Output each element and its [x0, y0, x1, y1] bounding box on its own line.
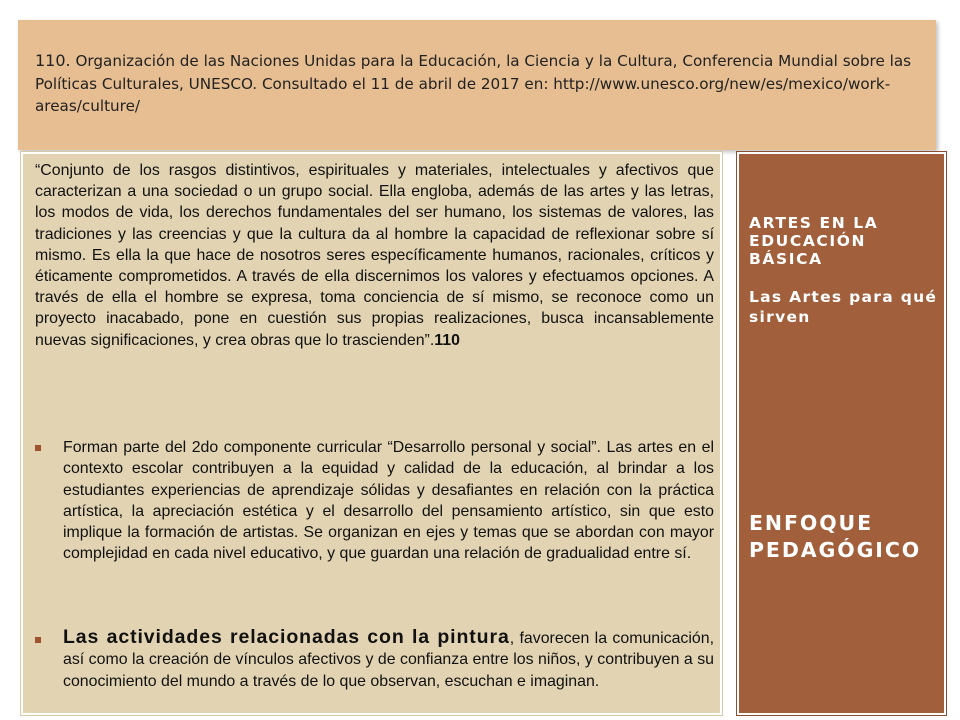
- footnote-box: [18, 20, 936, 150]
- footnote-text: Organización de las Naciones Unidas para la Educación, la Ciencia y la Cultura, Conferencia Mundial sobre las Políticas Culturales, UNESCO. Consultado el 11 de abril de 2017 en: http://www.unesco.org/new/es/mexico/work-areas/culture/: [35, 52, 912, 115]
- sidebar-heading: ENFOQUE PEDAGÓGICO: [749, 511, 922, 562]
- bullet-square-icon: [35, 637, 41, 643]
- footnote-number: 110.: [35, 51, 71, 70]
- bullet-curricular-component: [35, 437, 714, 565]
- bullet-square-icon: [35, 445, 41, 451]
- sidebar-subtitle: Las Artes para qué sirven: [749, 288, 938, 326]
- quote-text: “Conjunto de los rasgos distintivos, espirituales y materiales, intelectuales y afectivos que caracterizan a una sociedad o un grupo social. Ella engloba, además de las artes y las letras, los modos de vida, los derechos fundamentales del ser humano, los sistemas de valores, las tradiciones y las creencias y que la cultura da al hombre la capacidad de reflexionar sobre sí mismo. Es ella la que hace de nosotros seres específicamente humanos, racionales, críticos y éticamente comprometidos. A través de ella discernimos los valores y efectuamos opciones. A través de ella el hombre se expresa, toma conciencia de sí mismo, se reconoce como un proyecto inacabado, pone en cuestión sus propias realizaciones, busca incansablemente nuevas significaciones, y crea obras que lo trascienden”.: [35, 162, 714, 349]
- sidebar-title: ARTES EN LA EDUCACIÓN BÁSICA: [749, 214, 879, 268]
- sidebar-panel: [737, 152, 946, 715]
- content-panel: [21, 152, 722, 715]
- culture-definition-quote: [35, 160, 714, 351]
- bullet-text: Forman parte del 2do componente curricular “Desarrollo personal y social”. Las artes en el contexto escolar contribuyen a la equidad y calidad de la educación, al brindar a los estudiantes experiencias de aprendizaje sólidas y desafiantes en relación con la práctica artística, la apreciación estética y el desarrollo del pensamiento artístico, sin que esto implique la formación de artistas. Se organizan en ejes y temas que se abordan con mayor complejidad en cada nivel educativo, y que guardan una relación de gradualidad entre sí.: [63, 439, 714, 563]
- bullet-painting-activities: [35, 627, 714, 692]
- bullet-lead-text: Las actividades relacionadas con la pintura: [63, 626, 510, 648]
- quote-reference: 110: [434, 331, 460, 349]
- bullet-text: , favorecen la comunicación, así como la creación de vínculos afectivos y de confianza entre los niños, y contribuyen a su conocimiento del mundo a través de lo que observan, escuchan e imaginan.: [63, 630, 714, 690]
